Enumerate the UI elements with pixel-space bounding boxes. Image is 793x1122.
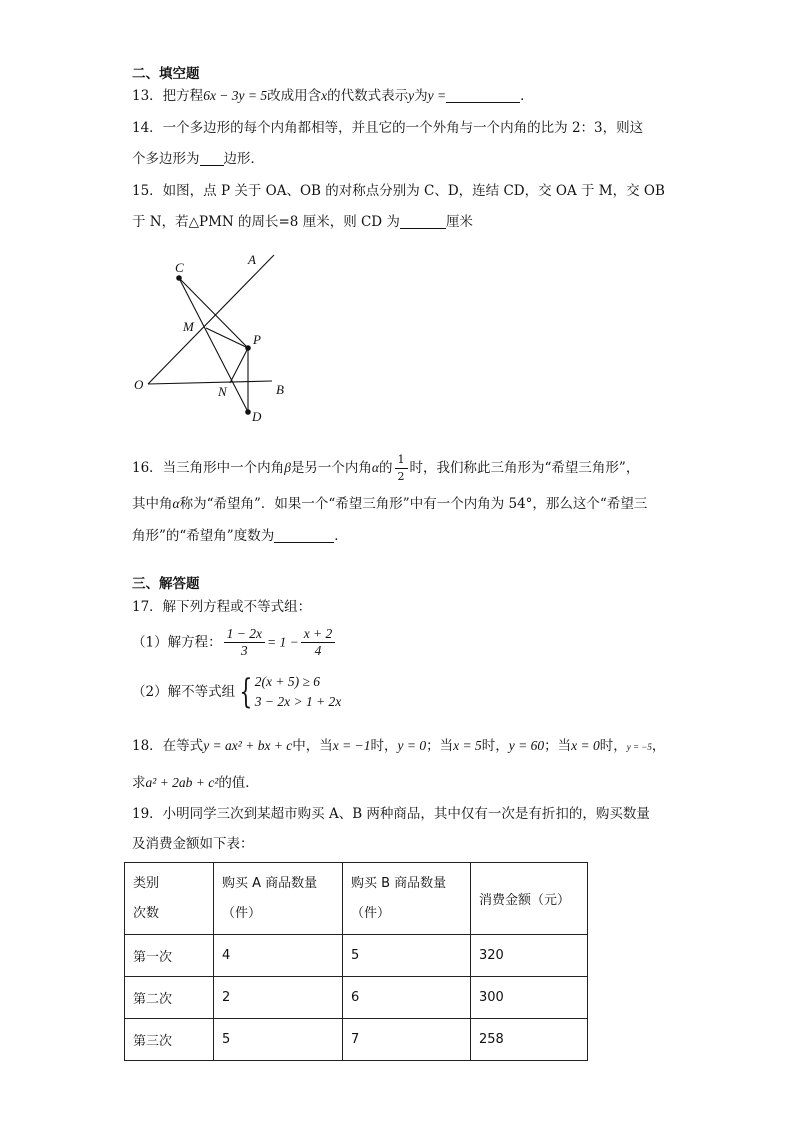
segment-NP	[230, 348, 248, 383]
q15-line2a: 于 N，若△PMN 的周长=8 厘米，则 CD 为	[132, 214, 400, 230]
point-C	[176, 275, 182, 281]
segment-CD	[179, 278, 248, 412]
question-18-line2	[132, 773, 259, 793]
q16-frac-den: 2	[397, 470, 405, 483]
q18-eq: y = ax² + bx + c	[203, 738, 293, 753]
table-header-row	[125, 863, 588, 935]
q17-fraction-1	[224, 626, 265, 659]
q16-fraction	[395, 452, 408, 485]
question-17-part1	[132, 626, 337, 662]
q17-brace: {	[239, 672, 253, 712]
q17-frac1-num: 1 − 2x	[224, 626, 265, 643]
q13-mid: 改成用含	[267, 88, 322, 104]
q17-p1-label: （1）解方程：	[132, 634, 222, 651]
label-A: A	[248, 252, 256, 267]
table-row	[125, 1019, 588, 1061]
q18-e: ；当	[426, 738, 454, 754]
q18-c5: x = 0	[571, 738, 600, 753]
point-D	[245, 409, 251, 415]
question-17-part2	[132, 672, 341, 716]
question-15-line1: 15．如图，点 P 关于 OA、OB 的对称点分别为 C、D，连结 CD，交 OA 于 M，交 OB	[132, 183, 665, 199]
label-O: O	[134, 377, 144, 392]
q13-var-x: x	[321, 88, 328, 103]
q13-lhs: y =	[427, 88, 447, 103]
q18-f: 时，	[481, 738, 509, 754]
table-row	[125, 977, 588, 1019]
q13-end: ．	[520, 88, 534, 104]
row-cost: 258	[471, 1019, 588, 1061]
q17-ineq-2: 3 − 2x > 1 + 2x	[254, 694, 342, 709]
question-14-line2	[132, 149, 264, 169]
label-D: D	[252, 409, 262, 424]
row-label: 第一次	[125, 935, 214, 977]
q18-expr: a² + 2ab + c²	[145, 775, 219, 790]
question-16-line3	[132, 526, 348, 546]
row-label: 第二次	[125, 977, 214, 1019]
question-14-line1: 14．一个多边形的每个内角都相等，并且它的一个外角与一个内角的比为 2：3，则这	[132, 120, 644, 136]
row-b: 6	[343, 977, 471, 1019]
row-a: 2	[214, 977, 343, 1019]
q16-line2b: 称为“希望角”．如果一个“希望三角形”中有一个内角为 54°，那么这个“希望三	[179, 496, 648, 512]
question-16-line1	[132, 452, 639, 484]
question-19-line1: 19．小明同学三次到某超市购买 A、B 两种商品，其中仅有一次是有折扣的，购买数量	[132, 806, 650, 822]
q15-answer-blank[interactable]	[400, 214, 446, 229]
section-title-fill: 二、填空题	[132, 66, 200, 82]
table-row	[125, 935, 588, 977]
row-cost: 320	[471, 935, 588, 977]
q14-line2b: 边形．	[223, 151, 264, 167]
q16-alpha-2: α	[172, 496, 180, 511]
label-M: M	[183, 319, 194, 334]
geometry-figure	[130, 250, 310, 434]
ray-OB	[148, 381, 272, 384]
row-label: 第三次	[125, 1019, 214, 1061]
q18-c4: y = 60	[508, 738, 545, 753]
q16-beta: β	[284, 460, 291, 475]
q17-p1-mid: = 1 −	[266, 634, 299, 650]
question-15-line2	[132, 212, 473, 232]
q17-frac1-den: 3	[240, 643, 248, 658]
q18-g: ；当	[544, 738, 572, 754]
question-13	[132, 86, 534, 106]
question-18-line1	[132, 736, 665, 757]
question-16-line2	[132, 494, 647, 514]
header-b-qty: 购买 B 商品数量	[351, 875, 447, 891]
q16-line1a: 16．当三角形中一个内角	[132, 460, 285, 476]
q18-b: 中，当	[292, 738, 333, 754]
q18-d: 时，	[370, 738, 398, 754]
label-B: B	[276, 382, 284, 397]
label-N: N	[218, 384, 227, 399]
header-a-unit: （件）	[222, 905, 262, 921]
q13-prefix: 13．把方程	[132, 88, 204, 104]
q17-system	[255, 672, 342, 712]
table-header-cell: 消费金额（元）	[471, 863, 588, 935]
q18-a: 18．在等式	[132, 738, 204, 754]
q16-line3a: 角形”的“希望角”度数为	[132, 528, 275, 544]
q16-alpha: α	[371, 460, 380, 475]
q17-frac2-den: 4	[314, 643, 322, 658]
label-C: C	[175, 260, 184, 275]
q13-answer-blank[interactable]	[446, 88, 520, 103]
row-b: 7	[343, 1019, 471, 1061]
q16-line3b: ．	[334, 528, 348, 544]
point-P	[245, 345, 251, 351]
q15-line2b: 厘米	[445, 214, 473, 230]
q16-line1c: 的	[379, 460, 393, 476]
row-cost: 300	[471, 977, 588, 1019]
header-b-unit: （件）	[351, 905, 391, 921]
q18-i: ，	[651, 738, 666, 754]
ray-OA	[148, 255, 274, 384]
table-header-cell	[214, 863, 343, 935]
q18-h: 时，	[599, 738, 627, 754]
header-a-qty: 购买 A 商品数量	[222, 875, 318, 891]
question-19-line2: 及消费金额如下表：	[132, 836, 254, 852]
q18-c1: x = −1	[332, 738, 371, 753]
header-times: 次数	[133, 905, 160, 921]
q18-c6: y = −5	[626, 742, 652, 752]
row-b: 5	[343, 935, 471, 977]
q17-ineq-1: 2(x + 5) ≥ 6	[254, 674, 320, 689]
q16-line2a: 其中角	[132, 496, 173, 512]
q16-frac-num: 1	[395, 452, 408, 469]
row-a: 4	[214, 935, 343, 977]
q18-c3: x = 5	[453, 738, 482, 753]
q17-p2-label: （2）解不等式组	[132, 684, 236, 700]
q17-frac2-num: x + 2	[301, 626, 336, 643]
q18-c2: y = 0	[397, 738, 427, 753]
q14-answer-blank[interactable]	[200, 151, 224, 166]
header-category: 类别	[133, 875, 160, 891]
purchase-table	[124, 862, 588, 1061]
segment-CP	[179, 278, 248, 348]
table-header-cell	[343, 863, 471, 935]
q13-mid3: 为	[414, 88, 428, 104]
q14-line2a: 个多边形为	[132, 151, 200, 167]
q13-equation: 6x − 3y = 5	[203, 88, 268, 103]
table-header-cell	[125, 863, 214, 935]
q17-fraction-2	[301, 626, 336, 659]
q13-mid2: 的代数式表示	[327, 88, 409, 104]
q18-line2a: 求	[132, 775, 146, 791]
question-17-intro: 17．解下列方程或不等式组：	[132, 599, 312, 615]
section-title-solve: 三、解答题	[132, 576, 200, 592]
segment-MP	[206, 328, 248, 348]
q16-line1b: 是另一个内角	[290, 460, 372, 476]
q18-line2b: 的值．	[218, 775, 259, 791]
q16-line1d: 时，我们称此三角形为“希望三角形”，	[409, 460, 640, 476]
q13-var-y: y	[408, 88, 415, 103]
q16-answer-blank[interactable]	[274, 528, 334, 543]
label-P: P	[253, 332, 261, 347]
row-a: 5	[214, 1019, 343, 1061]
